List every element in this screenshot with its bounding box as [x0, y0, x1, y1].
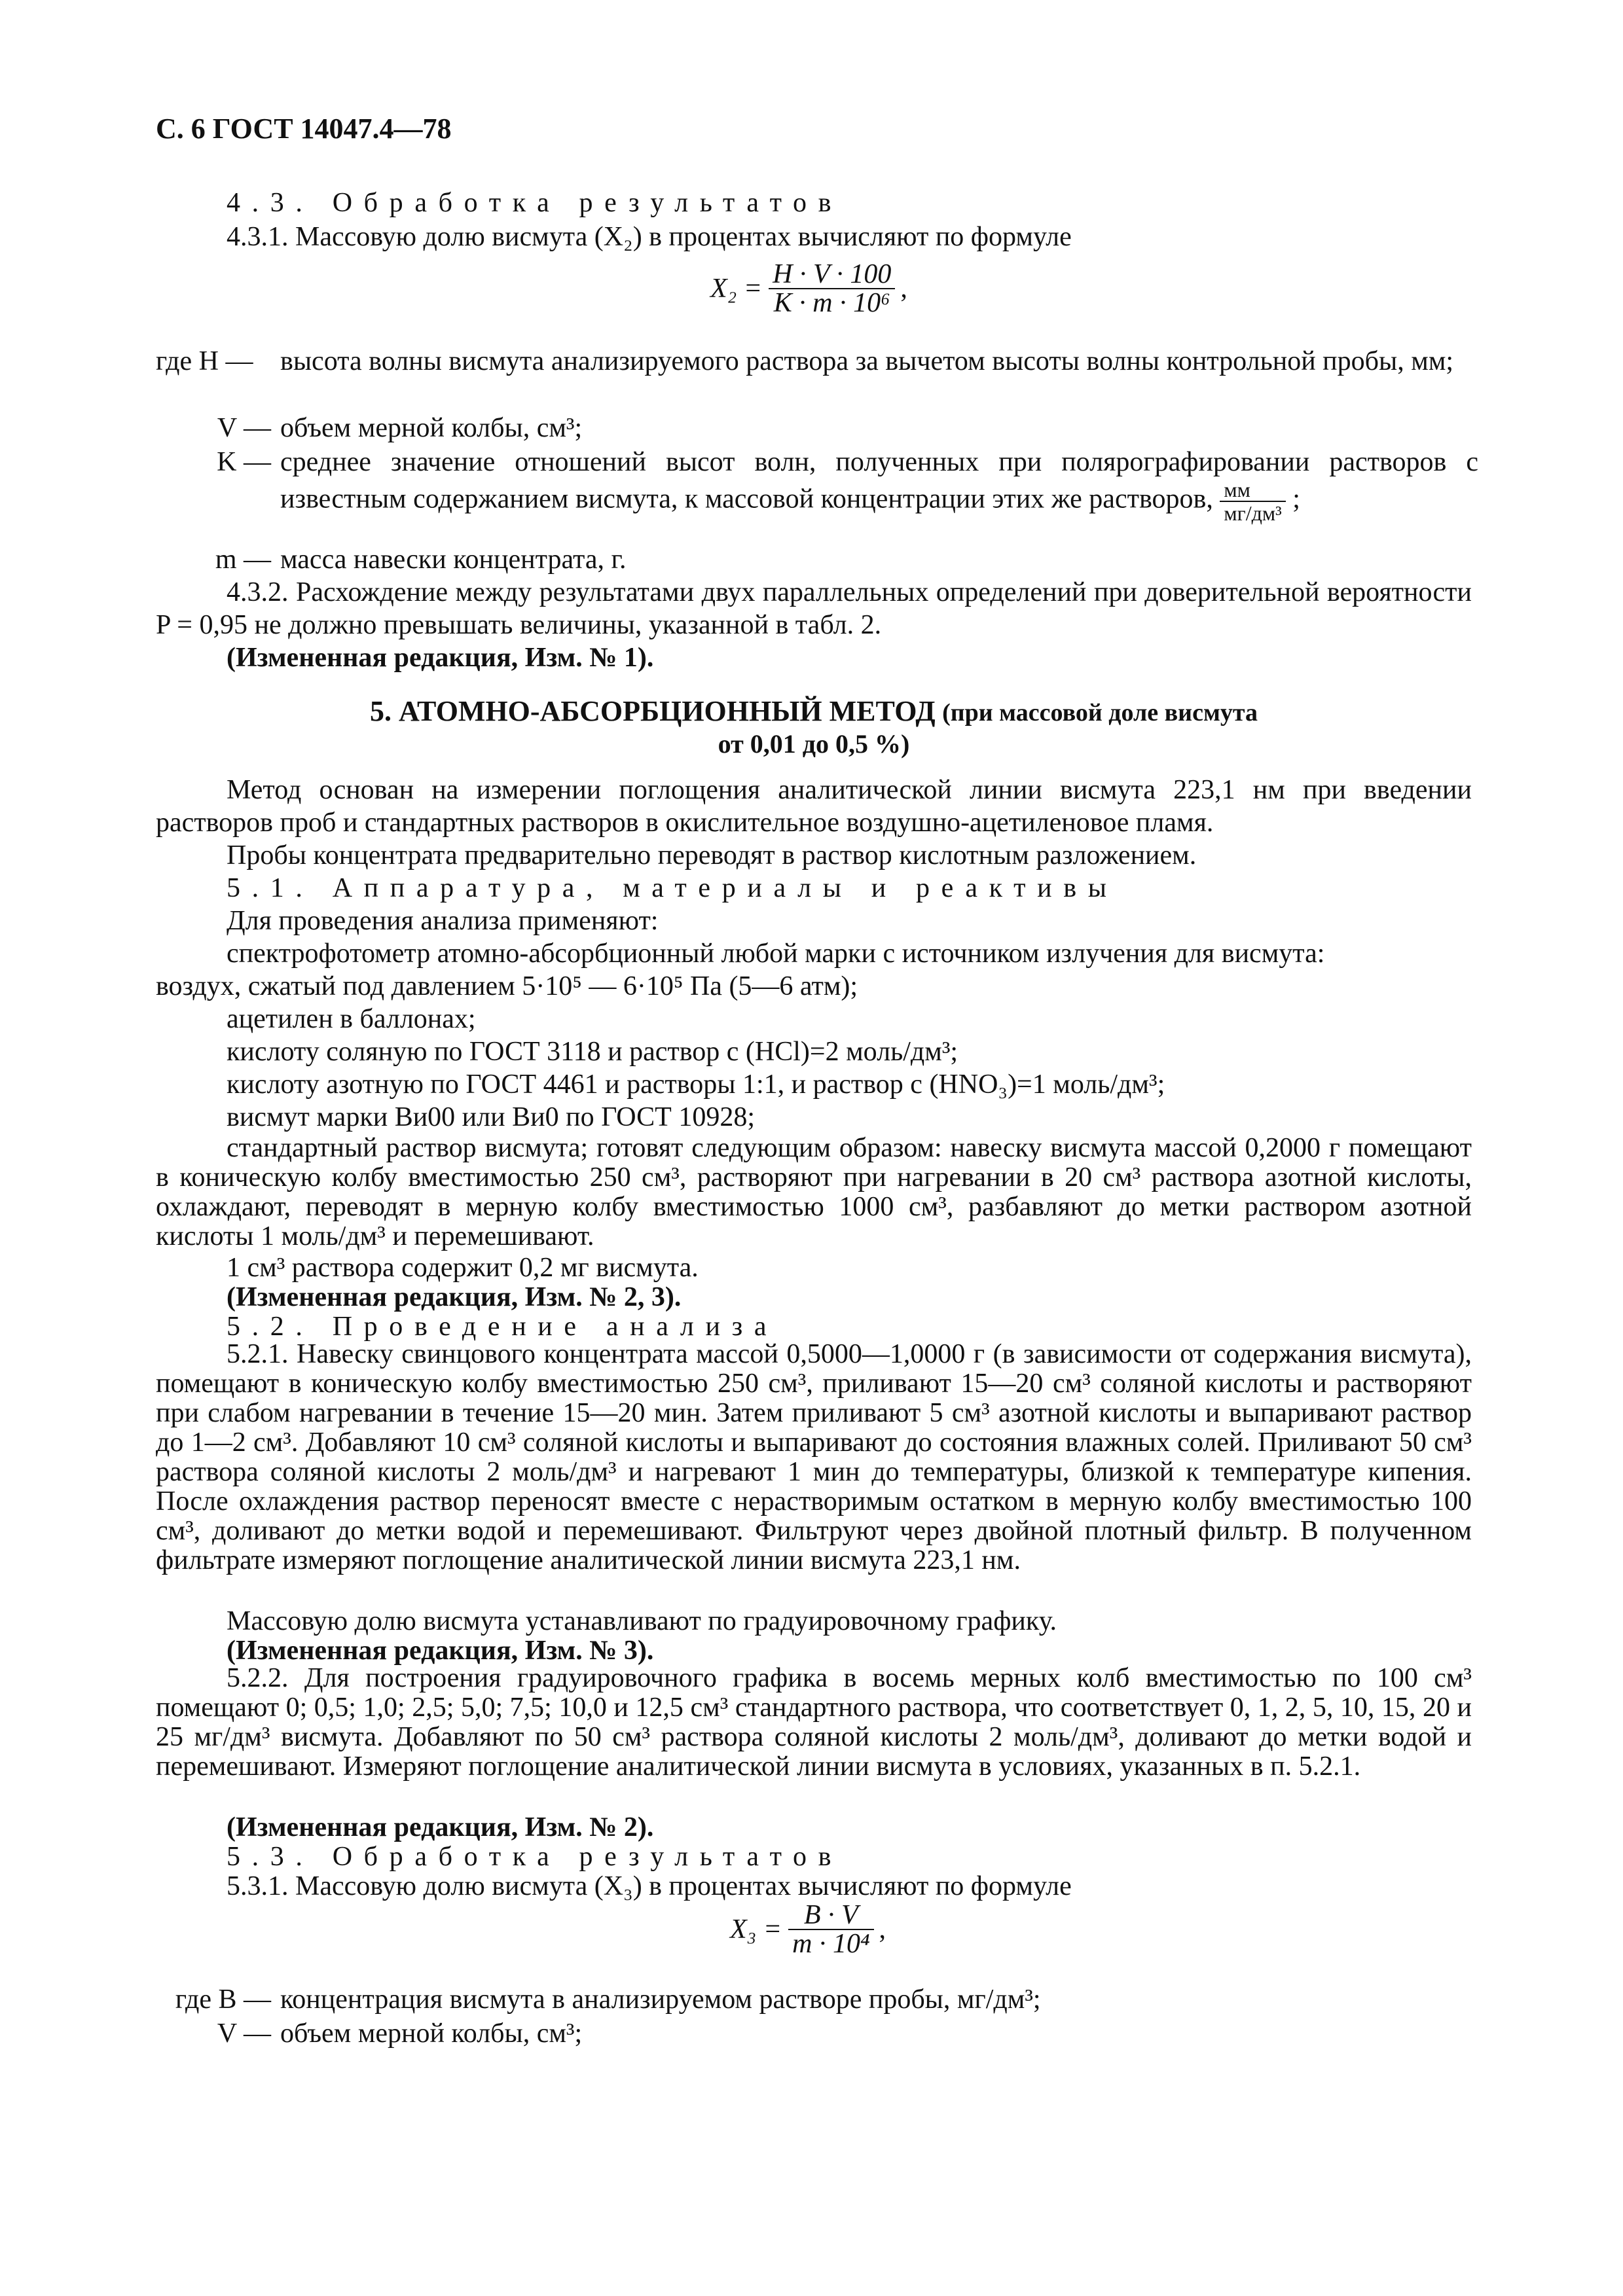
definition-symbol: K —: [217, 447, 271, 477]
paragraph-5-2-2: 5.2.2. Для построения градуировочного графика в восемь мерных колб вместимостью по 100 см³ помещают 0; 0,5; 1,0; 2,5; 5,0; 7,5; 10,0 и 12,5 см³ стандартного раствора, что соответствует 0, 1, 2, 5, 10, 15, 20 и 25 мг/дм³ висмута. Добавляют по 50 см³ раствора соляной кислоты 2 моль/дм³, доливают до метки водой и перемешивают. Измеряют поглощение аналитической линии висмута в условиях, указанных в п. 5.2.1.: [156, 1663, 1472, 1782]
formula-fraction: [788, 1901, 873, 1958]
formula-denominator: m · 10⁴: [792, 1929, 870, 1959]
definition-k: [156, 446, 1478, 524]
section-5-title-line2: от 0,01 до 0,5 %): [718, 729, 910, 759]
edit-note: (Измененная редакция, Изм. № 2).: [227, 1812, 654, 1842]
edit-note: (Измененная редакция, Изм. № 1).: [227, 643, 654, 673]
definition-text: объем мерной колбы, см³;: [280, 2018, 583, 2049]
standard-content: 1 см³ раствора содержит 0,2 мг висмута.: [227, 1253, 699, 1283]
list-item: воздух, сжатый под давлением 5·10⁵ — 6·10⁵ Па (5—6 атм);: [156, 971, 858, 1001]
definition-v: [156, 2017, 1478, 2050]
definition-symbol: где H —: [156, 346, 253, 376]
formula-numerator: B · V: [788, 1901, 873, 1930]
definition-b: [156, 1983, 1478, 2016]
formula-numerator: H · V · 100: [769, 260, 895, 289]
formula-x2: X₂ = $\frac{H \cdot V \cdot 100}{\text{K · m · 10⁶}}$ ,: [710, 259, 907, 318]
formula-denominator: K · m · 10⁶: [773, 288, 890, 318]
edit-note: (Измененная редакция, Изм. № 3).: [227, 1636, 654, 1666]
definition-v: [156, 412, 1478, 444]
paragraph-5-3-1: 5.3.1. Массовую долю висмута (X₃) в процентах вычисляют по формуле: [227, 1871, 1072, 1901]
definition-symbol: V —: [217, 2018, 271, 2049]
list-item: кислоту соляную по ГОСТ 3118 и раствор с (HCl)=2 моль/дм³;: [227, 1037, 958, 1067]
formula-fraction: [769, 260, 895, 317]
page-header: С. 6 ГОСТ 14047.4—78: [156, 113, 452, 145]
paragraph-4-3-1: 4.3.1. Массовую долю висмута (X₂) в процентах вычисляют по формуле: [227, 222, 1072, 252]
list-item: висмут марки Ви00 или Ви0 по ГОСТ 10928;: [227, 1102, 755, 1132]
definition-symbol: где B —: [175, 1984, 271, 2015]
definition-m: [156, 543, 1478, 576]
section-4-3-title: 4.3. Обработка результатов: [227, 188, 843, 218]
definition-symbol: V —: [217, 413, 271, 443]
definition-text: концентрация висмута в анализируемом растворе пробы, мг/дм³;: [280, 1984, 1041, 2015]
section-5-2-title: 5.2. Проведение анализа: [227, 1312, 778, 1342]
definition-text: среднее значение отношений высот волн, полученных при полярографировании растворов с известным содержанием висмута, к массовой концентрации этих же растворов, $\frac{мм}{\text{мг/дм³}}$ ;: [280, 447, 1478, 525]
formula-x3: X₃ = $\frac{B \cdot V}{\text{m · 10⁴}}$ ,: [730, 1900, 886, 1959]
section-5-intro-2: Пробы концентрата предварительно переводят в раствор кислотным разложением.: [227, 840, 1197, 870]
definition-text: объем мерной колбы, см³;: [280, 413, 583, 443]
unit-fraction: $\frac{мм}{\text{мг/дм³}}$: [1220, 478, 1285, 524]
section-5-3-title: 5.3. Обработка результатов: [227, 1842, 843, 1872]
definition-text: высота волны висмута анализируемого раствора за вычетом высоты волны контрольной пробы, мм;: [280, 346, 1454, 376]
section-5-1-lead: Для проведения анализа применяют:: [227, 906, 659, 936]
list-item: спектрофотометр атомно-абсорбционный любой марки с источником излучения для висмута:: [227, 939, 1325, 969]
section-5-1-title: 5.1. Аппаратура, материалы и реактивы: [227, 873, 1118, 903]
paragraph-5-2-1: 5.2.1. Навеску свинцового концентрата массой 0,5000—1,0000 г (в зависимости от содержания висмута), помещают в коническую колбу вместимостью 250 см³, приливают 15—20 см³ соляной кислоты и растворяют при слабом нагревании в течение 15—20 мин. Затем приливают 5 см³ азотной кислоты и выпаривают раствор до 1—2 см³. Добавляют 10 см³ соляной кислоты и выпаривают до состояния влажных солей. Приливают 50 см³ раствора соляной кислоты 2 моль/дм³ и нагревают 1 мин до температуры, близкой к температуре кипения. После охлаждения раствор переносят вместе с нерастворимым остатком в мерную колбу вместимостью 100 см³, доливают до метки водой и перемешивают. Фильтруют через двойной плотный фильтр. В полученном фильтрате измеряют поглощение аналитической линии висмута 223,1 нм.: [156, 1339, 1472, 1575]
edit-note: (Измененная редакция, Изм. № 2, 3).: [227, 1282, 682, 1312]
standard-solution-paragraph: стандартный раствор висмута; готовят следующим образом: навеску висмута массой 0,2000 г помещают в коническую колбу вместимостью 250 см³, растворяют при нагревании в 20 см³ раствора азотной кислоты, охлаждают, переводят в мерную колбу вместимостью 1000 см³, разбавляют до метки раствором азотной кислоты 1 моль/дм³ и перемешивают.: [156, 1133, 1472, 1251]
definition-text: масса навески концентрата, г.: [280, 545, 627, 575]
formula-lhs: X₂ =: [710, 274, 763, 304]
section-5-intro: Метод основан на измерении поглощения аналитической линии висмута 223,1 нм при введении растворов проб и стандартных растворов в окислительное воздушно-ацетиленовое пламя.: [156, 775, 1472, 838]
list-item: ацетилен в баллонах;: [227, 1004, 476, 1034]
definition-symbol: m —: [215, 545, 271, 575]
paragraph-4-3-2: 4.3.2. Расхождение между результатами двух параллельных определений при доверительной вероятности P = 0,95 не должно превышать величины, указанной в табл. 2.: [156, 577, 1472, 640]
paragraph-graph: Массовую долю висмута устанавливают по градуировочному графику.: [227, 1606, 1057, 1636]
formula-lhs: X₃ =: [730, 1914, 782, 1945]
section-5-title: 5. АТОМНО-АБСОРБЦИОННЫЙ МЕТОД (при массовой доле висмута: [370, 695, 1258, 727]
list-item: кислоту азотную по ГОСТ 4461 и растворы 1:1, и раствор с (HNO₃)=1 моль/дм³;: [227, 1069, 1165, 1100]
definition-h: [156, 345, 1478, 378]
